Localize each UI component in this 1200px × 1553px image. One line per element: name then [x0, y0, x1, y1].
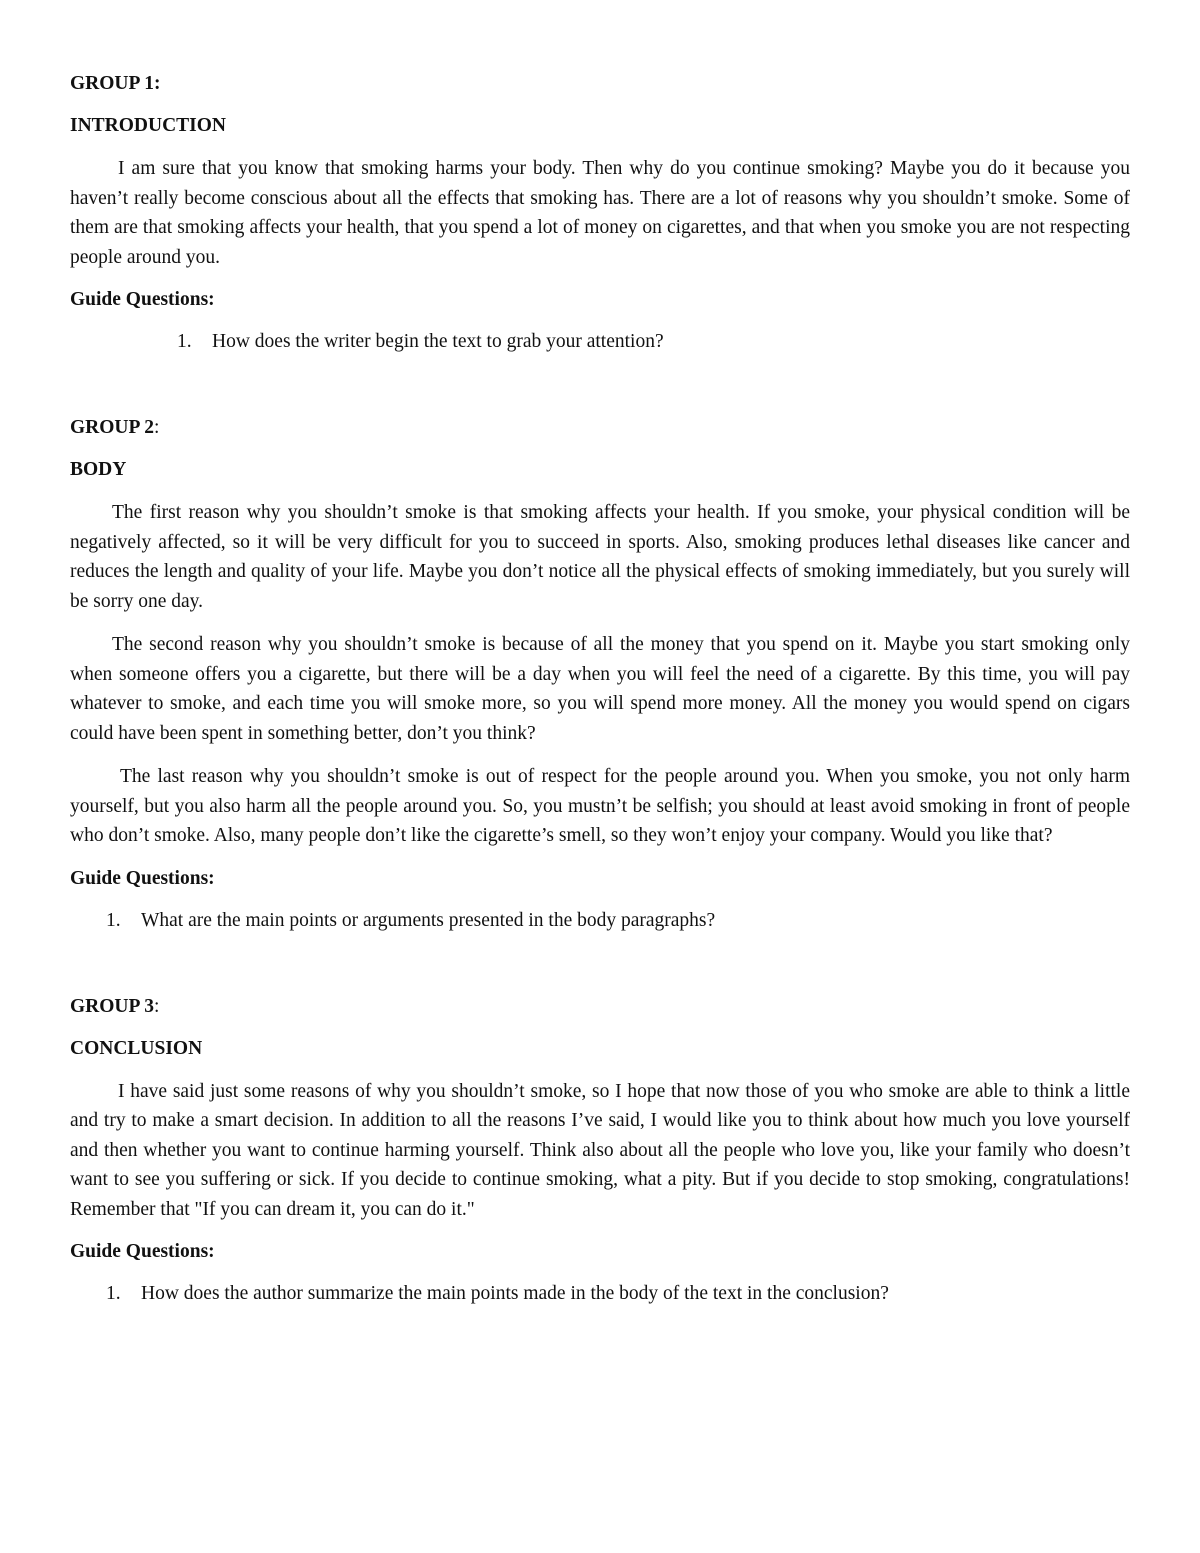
group-2-question-1 — [70, 907, 1130, 935]
question-number: 1. — [177, 331, 192, 352]
body-heading: BODY — [70, 459, 127, 480]
body-paragraph-1: The first reason why you shouldn’t smoke is that smoking affects your health. If you smoke, your physical condition will be negatively affected, so it will be very difficult for you to succeed in sports. Also, smoking produces lethal diseases like cancer and reduces the length and quality of your life. Maybe you don’t notice all the physical effects of smoking immediately, but you surely will be sorry one day. — [70, 502, 1130, 612]
body-paragraph-2: The second reason why you shouldn’t smoke is because of all the money that you spend on it. Maybe you start smoking only when someone offers you a cigarette, but there will be a day when you will feel the need of a cigarette. By this time, you will pay whatever to smoke, and each time you will smoke more, so you will spend more money. All the money you would spend on cigars could have been spent in something better, don’t you think? — [70, 634, 1130, 744]
group-3-question-1 — [70, 1280, 1130, 1308]
document-page — [70, 70, 1130, 1308]
introduction-heading: INTRODUCTION — [70, 115, 227, 136]
group-3-section — [70, 993, 1130, 1309]
group-1-question-1 — [70, 328, 1130, 356]
question-text: How does the writer begin the text to grab your attention? — [212, 331, 664, 352]
group-2-guide-questions-label: Guide Questions: — [70, 867, 215, 889]
introduction-paragraph: I am sure that you know that smoking harms your body. Then why do you continue smoking? Maybe you do it because you haven’t really become conscious about all the effects that smoking has. There are a lot of reasons why you shouldn’t smoke. Some of them are that smoking affects your health, that you spend a lot of money on cigarettes, and that when you smoke you are not respecting people around you. — [70, 158, 1130, 268]
question-text: What are the main points or arguments presented in the body paragraphs? — [141, 909, 716, 931]
question-number: 1. — [106, 909, 121, 931]
group-1-guide-questions-label: Guide Questions: — [70, 289, 215, 310]
question-number: 1. — [106, 1283, 121, 1304]
conclusion-paragraph: I have said just some reasons of why you shouldn’t smoke, so I hope that now those of you who smoke are able to think a little and try to make a smart decision. In addition to all the reasons I’ve said, I would like you to think about how much you love yourself and then whether you want to continue harming yourself. Think also about all the people who love you, like your family who doesn’t want to see you suffering or sick. If you decide to continue smoking, what a pity. But if you decide to stop smoking, congratulations! Remember that "If you can dream it, you can do it." — [70, 1080, 1130, 1220]
group-1-label: GROUP 1: — [70, 73, 161, 94]
conclusion-heading: CONCLUSION — [70, 1037, 203, 1059]
group-1-section — [70, 70, 1130, 356]
question-text: How does the author summarize the main points made in the body of the text in the conclusion? — [141, 1283, 889, 1304]
group-3-label: GROUP 3: — [70, 995, 160, 1017]
group-2-label: GROUP 2: — [70, 417, 160, 438]
body-paragraph-3: The last reason why you shouldn’t smoke is out of respect for the people around you. When you smoke, you not only harm yourself, but you also harm all the people around you. So, you mustn’t be selfish; you should at least avoid smoking in front of people who don’t smoke. Also, many people don’t like the cigarette’s smell, so they won’t enjoy your company. Would you like that? — [70, 766, 1130, 846]
group-3-guide-questions-label: Guide Questions: — [70, 1241, 215, 1262]
group-2-section — [70, 414, 1130, 935]
